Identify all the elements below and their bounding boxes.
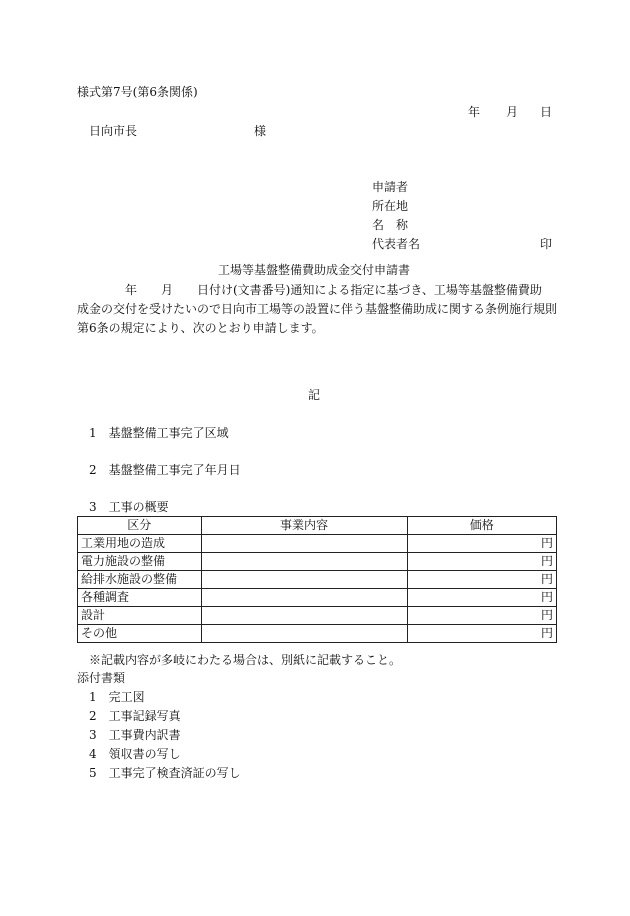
body-line-1: 年 月 日付け(文書番号)通知による指定に基づき、工場等基盤整備費助 (77, 283, 542, 297)
cell-content[interactable] (201, 589, 407, 607)
list-item (89, 689, 145, 705)
attachments-label: 添付書類 (77, 671, 126, 685)
applicant-label: 申請者 (372, 180, 409, 194)
body-paragraph (77, 281, 557, 338)
item-text: 工事の概要 (108, 500, 169, 514)
list-item (89, 746, 181, 762)
attachment-text: 完工図 (108, 690, 145, 704)
header-category: 区分 (78, 517, 202, 535)
cell-category: 各種調査 (78, 589, 202, 607)
date-day: 日 (540, 105, 553, 119)
table-row (78, 607, 557, 625)
table-row (78, 553, 557, 571)
date-month: 月 (506, 105, 519, 119)
cell-price[interactable]: 円 (407, 571, 556, 589)
list-item (89, 708, 181, 724)
document-title: 工場等基盤整備費助成金交付申請書 (218, 263, 411, 277)
item-text: 基盤整備工事完了区域 (108, 426, 229, 440)
body-line-2: 成金の交付を受けたいので日向市工場等の設置に伴う基盤整備助成に関する条例施行規則 (77, 302, 558, 316)
ki-heading: 記 (308, 388, 321, 402)
cell-category: 電力施設の整備 (78, 553, 202, 571)
cell-category: 工業用地の造成 (78, 535, 202, 553)
cell-category: その他 (78, 625, 202, 643)
address-label: 所在地 (372, 199, 409, 213)
table-row (78, 535, 557, 553)
attachment-text: 工事費内訳書 (108, 728, 181, 742)
table-header-row (78, 517, 557, 535)
header-content: 事業内容 (201, 517, 407, 535)
attachment-number: 4 (89, 747, 97, 761)
table-note: ※記載内容が多岐にわたる場合は、別紙に記載すること。 (89, 653, 402, 667)
cell-price[interactable]: 円 (407, 535, 556, 553)
item-text: 基盤整備工事完了年月日 (108, 463, 241, 477)
cell-price[interactable]: 円 (407, 553, 556, 571)
cell-category: 給排水施設の整備 (78, 571, 202, 589)
item-number: 2 (89, 463, 97, 477)
table-row (78, 571, 557, 589)
item-number: 3 (89, 500, 97, 514)
form-label: 様式第7号(第6条関係) (77, 85, 198, 99)
cell-price[interactable]: 円 (407, 607, 556, 625)
attachment-number: 5 (89, 766, 97, 780)
item-number: 1 (89, 426, 97, 440)
list-item (89, 499, 169, 515)
attachment-text: 工事完了検査済証の写し (108, 766, 241, 780)
addressee-name: 日向市長 (89, 124, 138, 138)
attachment-text: 領収書の写し (108, 747, 181, 761)
cell-price[interactable]: 円 (407, 625, 556, 643)
attachment-number: 2 (89, 709, 97, 723)
attachment-text: 工事記録写真 (108, 709, 181, 723)
header-price: 価格 (407, 517, 556, 535)
company-name-label: 名 称 (372, 218, 409, 232)
attachment-number: 1 (89, 690, 97, 704)
cell-category: 設計 (78, 607, 202, 625)
table-row (78, 625, 557, 643)
attachment-number: 3 (89, 728, 97, 742)
table-row (78, 589, 557, 607)
cell-content[interactable] (201, 607, 407, 625)
body-line-3: 第6条の規定により、次のとおり申請します。 (77, 321, 324, 335)
construction-summary-table (77, 516, 557, 643)
addressee-honorific: 様 (254, 124, 267, 138)
list-item (89, 765, 241, 781)
cell-content[interactable] (201, 571, 407, 589)
cell-price[interactable]: 円 (407, 589, 556, 607)
cell-content[interactable] (201, 625, 407, 643)
date-year: 年 (468, 105, 481, 119)
seal-mark: 印 (540, 237, 553, 251)
cell-content[interactable] (201, 553, 407, 571)
cell-content[interactable] (201, 535, 407, 553)
list-item (89, 727, 181, 743)
representative-label: 代表者名 (372, 237, 421, 251)
list-item (89, 425, 229, 441)
list-item (89, 462, 241, 478)
